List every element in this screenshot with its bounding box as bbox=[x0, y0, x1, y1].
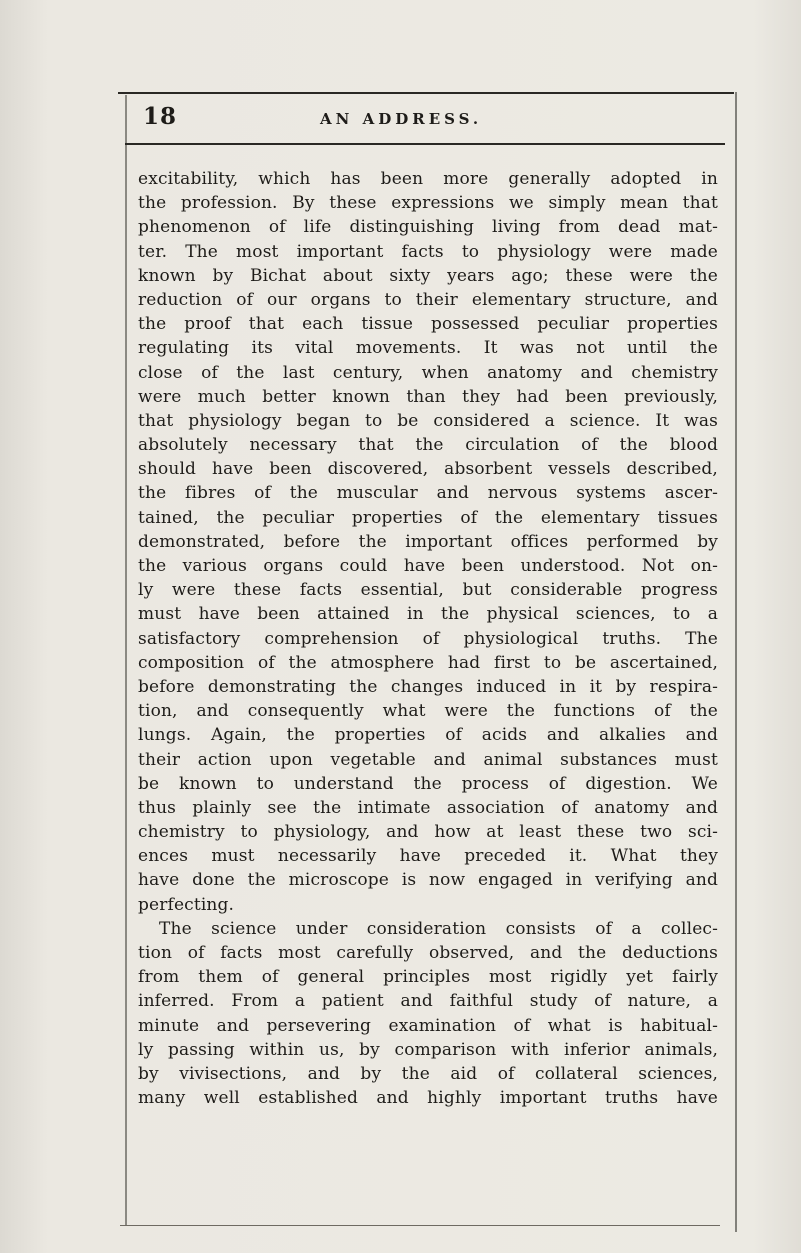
text-line: known by Bichat about sixty years ago; these were the bbox=[138, 265, 718, 286]
text-line: thus plainly see the intimate association of anatomy and bbox=[138, 797, 718, 818]
running-head: AN ADDRESS. bbox=[320, 110, 483, 128]
text-line: their action upon vegetable and animal substances must bbox=[138, 749, 718, 770]
text-line: tained, the peculiar properties of the elementary tissues bbox=[138, 507, 718, 528]
text-line: lungs. Again, the properties of acids and alkalies and bbox=[138, 725, 718, 746]
text-line: ences must necessarily have preceded it. What they bbox=[138, 846, 718, 867]
right-page-edge bbox=[735, 92, 737, 1232]
text-line: demonstrated, before the important offices performed by bbox=[138, 531, 718, 552]
bottom-page-edge bbox=[120, 1225, 720, 1226]
text-line: ly passing within us, by comparison with inferior animals, bbox=[138, 1039, 718, 1060]
text-line: regulating its vital movements. It was not until the bbox=[138, 338, 718, 359]
top-border-rule bbox=[118, 92, 734, 94]
text-line: must have been attained in the physical sciences, to a bbox=[138, 604, 718, 625]
body-text bbox=[138, 167, 718, 1110]
text-line: excitability, which has been more generally adopted in bbox=[138, 169, 718, 189]
left-page-edge bbox=[125, 95, 127, 1225]
header-rule bbox=[125, 143, 725, 145]
text-line: the fibres of the muscular and nervous systems ascer- bbox=[138, 483, 718, 504]
text-line: inferred. From a patient and faithful study of nature, a bbox=[138, 991, 718, 1012]
text-line: the various organs could have been understood. Not on- bbox=[138, 556, 718, 576]
text-line: close of the last century, when anatomy and chemistry bbox=[138, 362, 718, 383]
text-line: ter. The most important facts to physiology were made bbox=[138, 241, 718, 262]
text-line: reduction of our organs to their elementary structure, and bbox=[138, 289, 718, 310]
text-line: the proof that each tissue possessed peculiar properties bbox=[138, 314, 718, 335]
text-line: that physiology began to be considered a science. It was bbox=[138, 410, 718, 431]
text-line: before demonstrating the changes induced in it by respira- bbox=[138, 676, 718, 697]
text-line: minute and persevering examination of what is habitual- bbox=[138, 1015, 718, 1036]
text-line: chemistry to physiology, and how at least these two sci- bbox=[138, 822, 718, 843]
text-line: should have been discovered, absorbent vessels described, bbox=[138, 459, 718, 480]
text-line: have done the microscope is now engaged in verifying and bbox=[138, 870, 718, 891]
text-line: be known to understand the process of digestion. We bbox=[138, 773, 718, 794]
text-line: satisfactory comprehension of physiological truths. The bbox=[138, 628, 718, 649]
page-number: 18 bbox=[143, 103, 178, 130]
paragraph-start-line: The science under consideration consists of a collec- bbox=[159, 918, 718, 939]
text-line: tion, and consequently what were the functions of the bbox=[138, 701, 718, 722]
text-line: were much better known than they had been previously, bbox=[138, 386, 718, 407]
text-line: ly were these facts essential, but considerable progress bbox=[138, 580, 718, 601]
text-line: phenomenon of life distinguishing living from dead mat- bbox=[138, 217, 718, 238]
text-line: tion of facts most carefully observed, and the deductions bbox=[138, 943, 718, 963]
text-line: composition of the atmosphere had first to be ascertained, bbox=[138, 652, 718, 673]
text-line: from them of general principles most rigidly yet fairly bbox=[138, 967, 718, 988]
text-line: the profession. By these expressions we simply mean that bbox=[138, 193, 718, 214]
text-line: absolutely necessary that the circulation of the blood bbox=[138, 435, 718, 456]
text-line: by vivisections, and by the aid of collateral sciences, bbox=[138, 1063, 718, 1084]
paragraph-end-line: perfecting. bbox=[138, 894, 235, 915]
text-line: many well established and highly important truths have bbox=[138, 1088, 718, 1109]
